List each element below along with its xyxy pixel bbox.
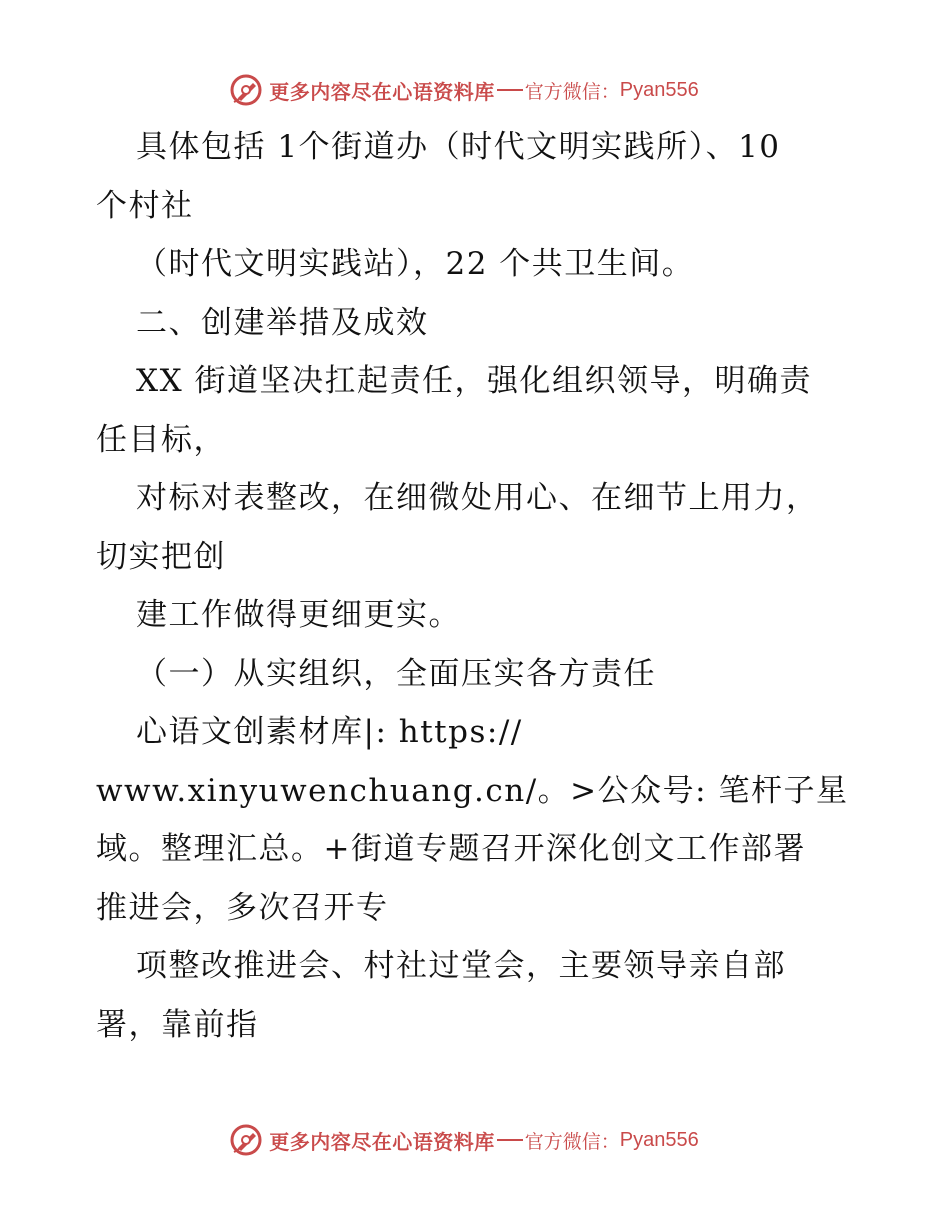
section-heading: 二、创建举措及成效 xyxy=(136,304,429,341)
footer-banner xyxy=(0,1120,950,1160)
body-line: 对标对表整改，在细微处用心、在细节上用力， xyxy=(136,480,819,516)
body-line: 任目标， xyxy=(96,421,226,458)
body-line: 署，靠前指 xyxy=(96,1006,259,1043)
body-line: www.xinyuwenchuang.cn/。>公众号: 笔杆子星 xyxy=(96,772,849,809)
pen-seal-logo-icon xyxy=(229,73,263,107)
subsection-heading: （一）从实组织，全面压实各方责任 xyxy=(136,655,656,692)
header-banner-wechat-id: Pyan556 xyxy=(619,78,699,101)
body-line: （时代文明实践站），22 个共卫生间。 xyxy=(136,246,695,282)
body-line: XX 街道坚决扛起责任，强化组织领导，明确责 xyxy=(136,363,812,399)
header-banner xyxy=(0,70,950,110)
body-line: 具体包括 1个街道办（时代文明实践所）、10 xyxy=(136,129,781,165)
body-line: 项整改推进会、村社过堂会，主要领导亲自部 xyxy=(136,948,786,984)
footer-banner-wechat-id: Pyan556 xyxy=(619,1128,699,1151)
header-banner-content xyxy=(229,73,698,107)
body-line: 域。整理汇总。+街道专题召开深化创文工作部署 xyxy=(96,831,806,867)
body-line: 切实把创 xyxy=(96,538,226,575)
header-banner-label: 官方微信： xyxy=(524,80,620,103)
pen-seal-logo-icon xyxy=(229,1123,263,1157)
footer-banner-label: 官方微信： xyxy=(524,1130,620,1153)
body-line: 个村社 xyxy=(96,187,194,224)
body-line: 心语文创素材库|: https:// xyxy=(136,714,523,750)
footer-banner-title: 更多内容尽在心语资料库 xyxy=(269,1129,495,1154)
document-body xyxy=(96,118,866,1054)
header-banner-dash xyxy=(497,89,523,91)
footer-banner-content xyxy=(229,1123,698,1157)
body-line: 推进会，多次召开专 xyxy=(96,889,389,926)
header-banner-title: 更多内容尽在心语资料库 xyxy=(269,79,495,104)
body-line: 建工作做得更细更实。 xyxy=(136,597,461,633)
footer-banner-dash xyxy=(497,1139,523,1141)
